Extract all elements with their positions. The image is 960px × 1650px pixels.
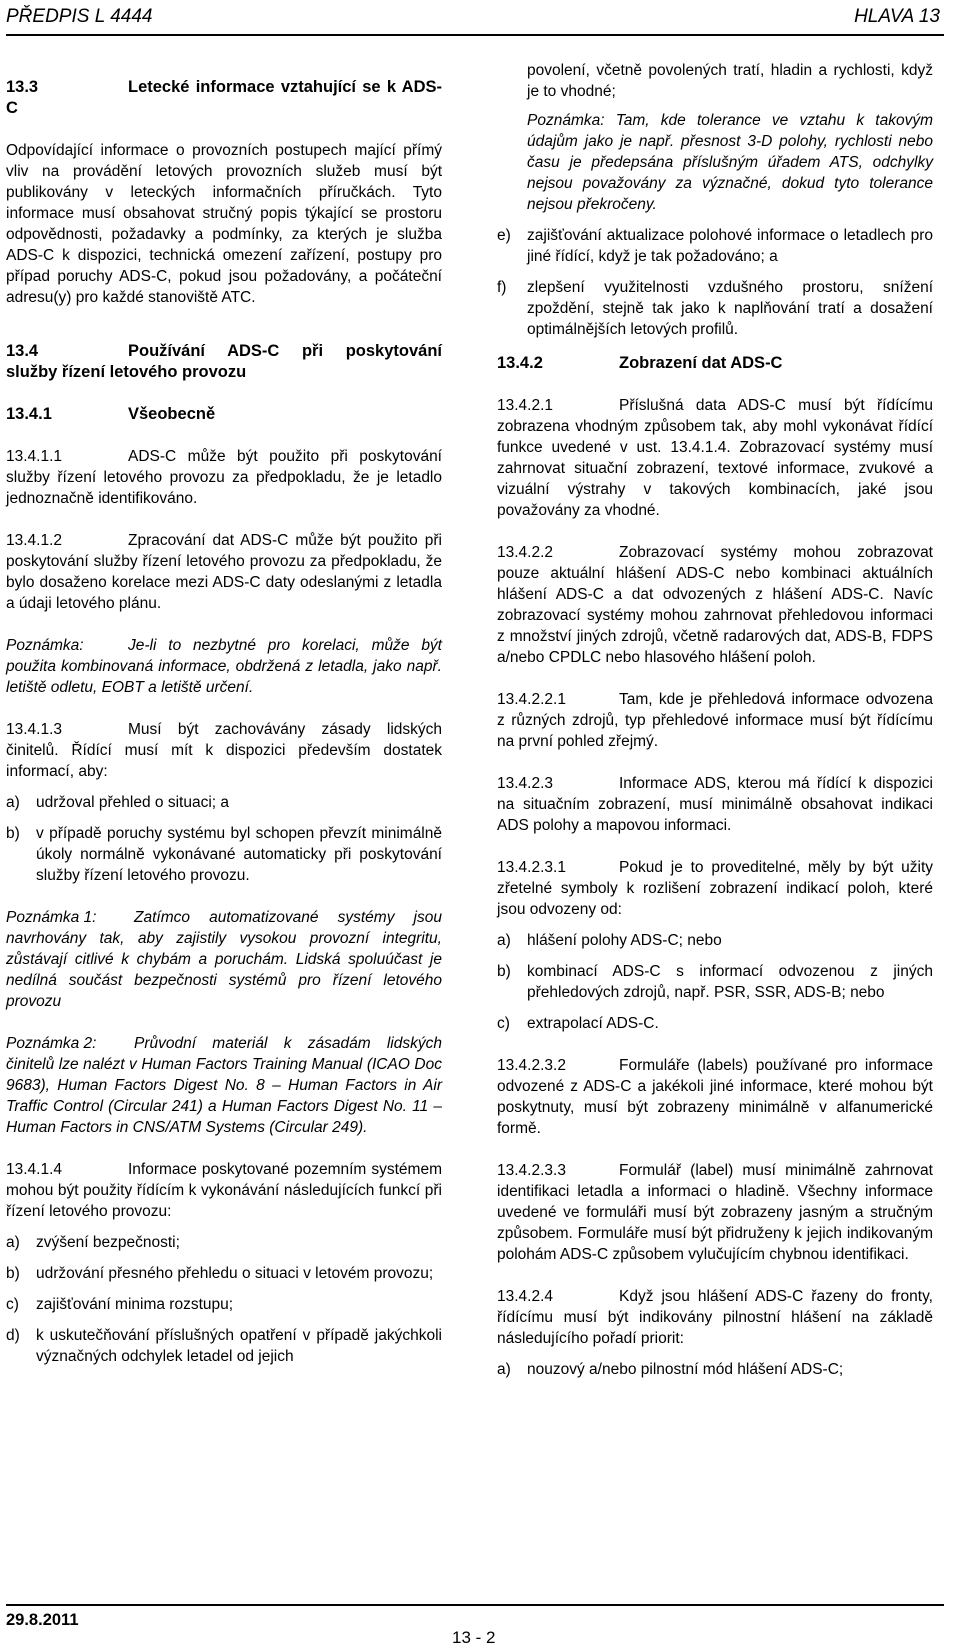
- paragraph-13-4-2-1: 13.4.2.1 Příslušná data ADS-C musí být řídícímu zobrazena vhodným způsobem tak, aby mohl vykonávat řídící funkce uvedené v ust. 13.4.1.4. Zobrazovací systémy musí zahrnovat situační zobrazení, textové informace, zvukové a vizuální výstrahy v takových kombinacích, jaké jsou považovány za vhodné.: [497, 397, 933, 519]
- paragraph-13-4-2-2: 13.4.2.2 Zobrazovací systémy mohou zobrazovat pouze aktuální hlášení ADS-C nebo kombinaci aktuálních hlášení ADS-C a dat odvozených z hlášení ADS-C. Navíc zobrazovací systémy mohou zahrnovat přehledovou informaci z množství jiných zdrojů, včetně radarových dat, ADS-B, FDPS a/nebo CPDLC nebo hlasového hlášení poloh.: [497, 544, 933, 666]
- paragraph-13-4-2-2-1: 13.4.2.2.1 Tam, kde je přehledová informace odvozena z různých zdrojů, typ přehledové informace musí být řídícímu na první pohled zřejmý.: [497, 691, 933, 750]
- note-2-human-factors: Poznámka 2: Průvodní materiál k zásadám lidských činitelů lze nalézt v Human Factors Training Manual (ICAO Doc 9683), Human Factors Digest No. 8 – Human Factors in Air Traffic Control (Circular 241) a Human Factors Digest No. 11 – Human Factors in CNS/ATM Systems (Circular 249).: [6, 1035, 442, 1136]
- paragraph-13-4-1-4: 13.4.1.4 Informace poskytované pozemním systémem mohou být použity řídícím k vykonávání následujících funkcí při řízení letového provozu:: [6, 1161, 442, 1220]
- right-column: [497, 60, 933, 1380]
- footer-divider: [6, 1604, 944, 1606]
- list-item: f) zlepšení využitelnosti vzdušného prostoru, snížení zpoždění, stejně tak jako k naplňování tratí a dosažení optimálnějších letových profilů.: [497, 279, 933, 338]
- footer-date: 29.8.2011: [6, 1611, 79, 1629]
- section-13-4-heading: 13.4 Používání ADS-C při poskytování služby řízení letového provozu: [6, 342, 442, 381]
- paragraph-13-4-2-3: 13.4.2.3 Informace ADS, kterou má řídící k dispozici na situačním zobrazení, musí minimálně obsahovat indikaci ADS polohy a mapovou informaci.: [497, 775, 933, 834]
- list-item: a) zvýšení bezpečnosti;: [6, 1234, 180, 1251]
- paragraph-13-4-2-3-1: 13.4.2.3.1 Pokud je to proveditelné, měly by být užity zřetelné symboly k rozlišení zobrazení indikací poloh, které jsou odvozeny od:: [497, 859, 933, 918]
- list-item: a) hlášení polohy ADS-C; nebo: [497, 932, 722, 949]
- section-13-3-body: Odpovídající informace o provozních postupech mající přímý vliv na provádění letových provozních služeb musí být publikovány v leteckých informačních příručkách. Tyto informace musí obsahovat stručný popis týkající se prostoru odpovědnosti, požadavky a podmínky, za kterých je služba ADS-C k dispozici, technická omezení zařízení, postupy pro případ poruchy ADS-C, pokud jsou požadovány, a počáteční adresu(y) pro každé stanoviště ATC.: [6, 142, 442, 306]
- section-13-4-1-heading: 13.4.1 Všeobecně: [6, 405, 216, 423]
- note-1-automation: Poznámka 1: Zatímco automatizované systémy jsou navrhovány tak, aby zajistily vysokou provozní integritu, zůstávají citlivé k chybám a poruchám. Lidská spoluúčast je nedílná součást bezpečnosti systémů pro řízení letového provozu: [6, 909, 442, 1010]
- left-column: [6, 60, 442, 1367]
- header-divider: [6, 34, 944, 36]
- list-item: b) kombinací ADS-C s informací odvozenou z jiných přehledových zdrojů, např. PSR, SSR, ADS-B; nebo: [497, 963, 933, 1001]
- paragraph-13-4-1-3: 13.4.1.3 Musí být zachovávány zásady lidských činitelů. Řídící musí mít k dispozici především dostatek informací, aby:: [6, 721, 442, 780]
- paragraph-13-4-2-3-2: 13.4.2.3.2 Formuláře (labels) používané pro informace odvozené z ADS-C a jakékoli jiné informace, které mohou být poskytnuty, musí být zobrazeny minimálně v alfanumerické formě.: [497, 1057, 933, 1137]
- note-tolerance: Poznámka: Tam, kde tolerance ve vztahu k takovým údajům jako je např. přesnost 3-D polohy, rychlosti nebo času je předepsána příslušným úřadem ATS, odchylky nejsou považovány za význačné, dokud tyto tolerance nejsou překročeny.: [527, 112, 933, 213]
- list-item: c) extrapolací ADS-C.: [497, 1015, 659, 1032]
- paragraph-13-4-1-2: 13.4.1.2 Zpracování dat ADS-C může být použito při poskytování služby řízení letového provozu za předpokladu, že bylo dosaženo korelace mezi ADS-C daty odeslanými z letadla a údaji letového plánu.: [6, 532, 442, 612]
- list-item: b) udržování přesného přehledu o situaci v letovém provozu;: [6, 1265, 434, 1282]
- paragraph-13-4-1-1: 13.4.1.1 ADS-C může být použito při poskytování služby řízení letového provozu za předpokladu, že je letadlo jednoznačně identifikováno.: [6, 448, 442, 507]
- page-number: 13 - 2: [452, 1628, 496, 1647]
- list-item: a) udržoval přehled o situaci; a: [6, 794, 230, 811]
- section-13-4-2-heading: 13.4.2 Zobrazení dat ADS-C: [497, 354, 783, 372]
- paragraph-13-4-2-4: 13.4.2.4 Když jsou hlášení ADS-C řazeny do fronty, řídícímu musí být indikovány pilnostní hlášení na základě následujícího pořadí priorit:: [497, 1288, 933, 1347]
- list-item: e) zajišťování aktualizace polohové informace o letadlech pro jiné řídící, když je tak požadováno; a: [497, 227, 933, 265]
- list-item: c) zajišťování minima rozstupu;: [6, 1296, 234, 1313]
- header-chapter: HLAVA 13: [854, 6, 940, 27]
- note-correlation: Poznámka: Je-li to nezbytné pro korelaci, může být použita kombinovaná informace, obdržená z letadla, jako např. letiště odletu, EOBT a letiště určení.: [6, 637, 442, 696]
- paragraph-13-4-2-3-3: 13.4.2.3.3 Formulář (label) musí minimálně zahrnovat identifikaci letadla a informaci o hladině. Všechny informace uvedené ve formuláři musí být zobrazeny jasným a stručným způsobem. Formuláře musí být přidruženy k jejich indikovaným polohám ADS-C způsobem vylučujícím chybnou identifikaci.: [497, 1162, 933, 1263]
- header-document-title: PŘEDPIS L 4444: [6, 6, 153, 27]
- list-item: b) v případě poruchy systému byl schopen převzít minimálně úkoly normálně vykonávané automaticky při poskytování služby řízení letového provozu.: [6, 825, 442, 884]
- continued-item-d: povolení, včetně povolených tratí, hladin a rychlosti, když je to vhodné;: [527, 62, 933, 100]
- section-13-3-heading: 13.3 Letecké informace vztahující se k ADS-C: [6, 78, 442, 117]
- list-item: d) k uskutečňování příslušných opatření v případě jakýchkoli význačných odchylek letadel od jejich: [6, 1327, 442, 1365]
- list-item: a) nouzový a/nebo pilnostní mód hlášení ADS-C;: [497, 1361, 844, 1378]
